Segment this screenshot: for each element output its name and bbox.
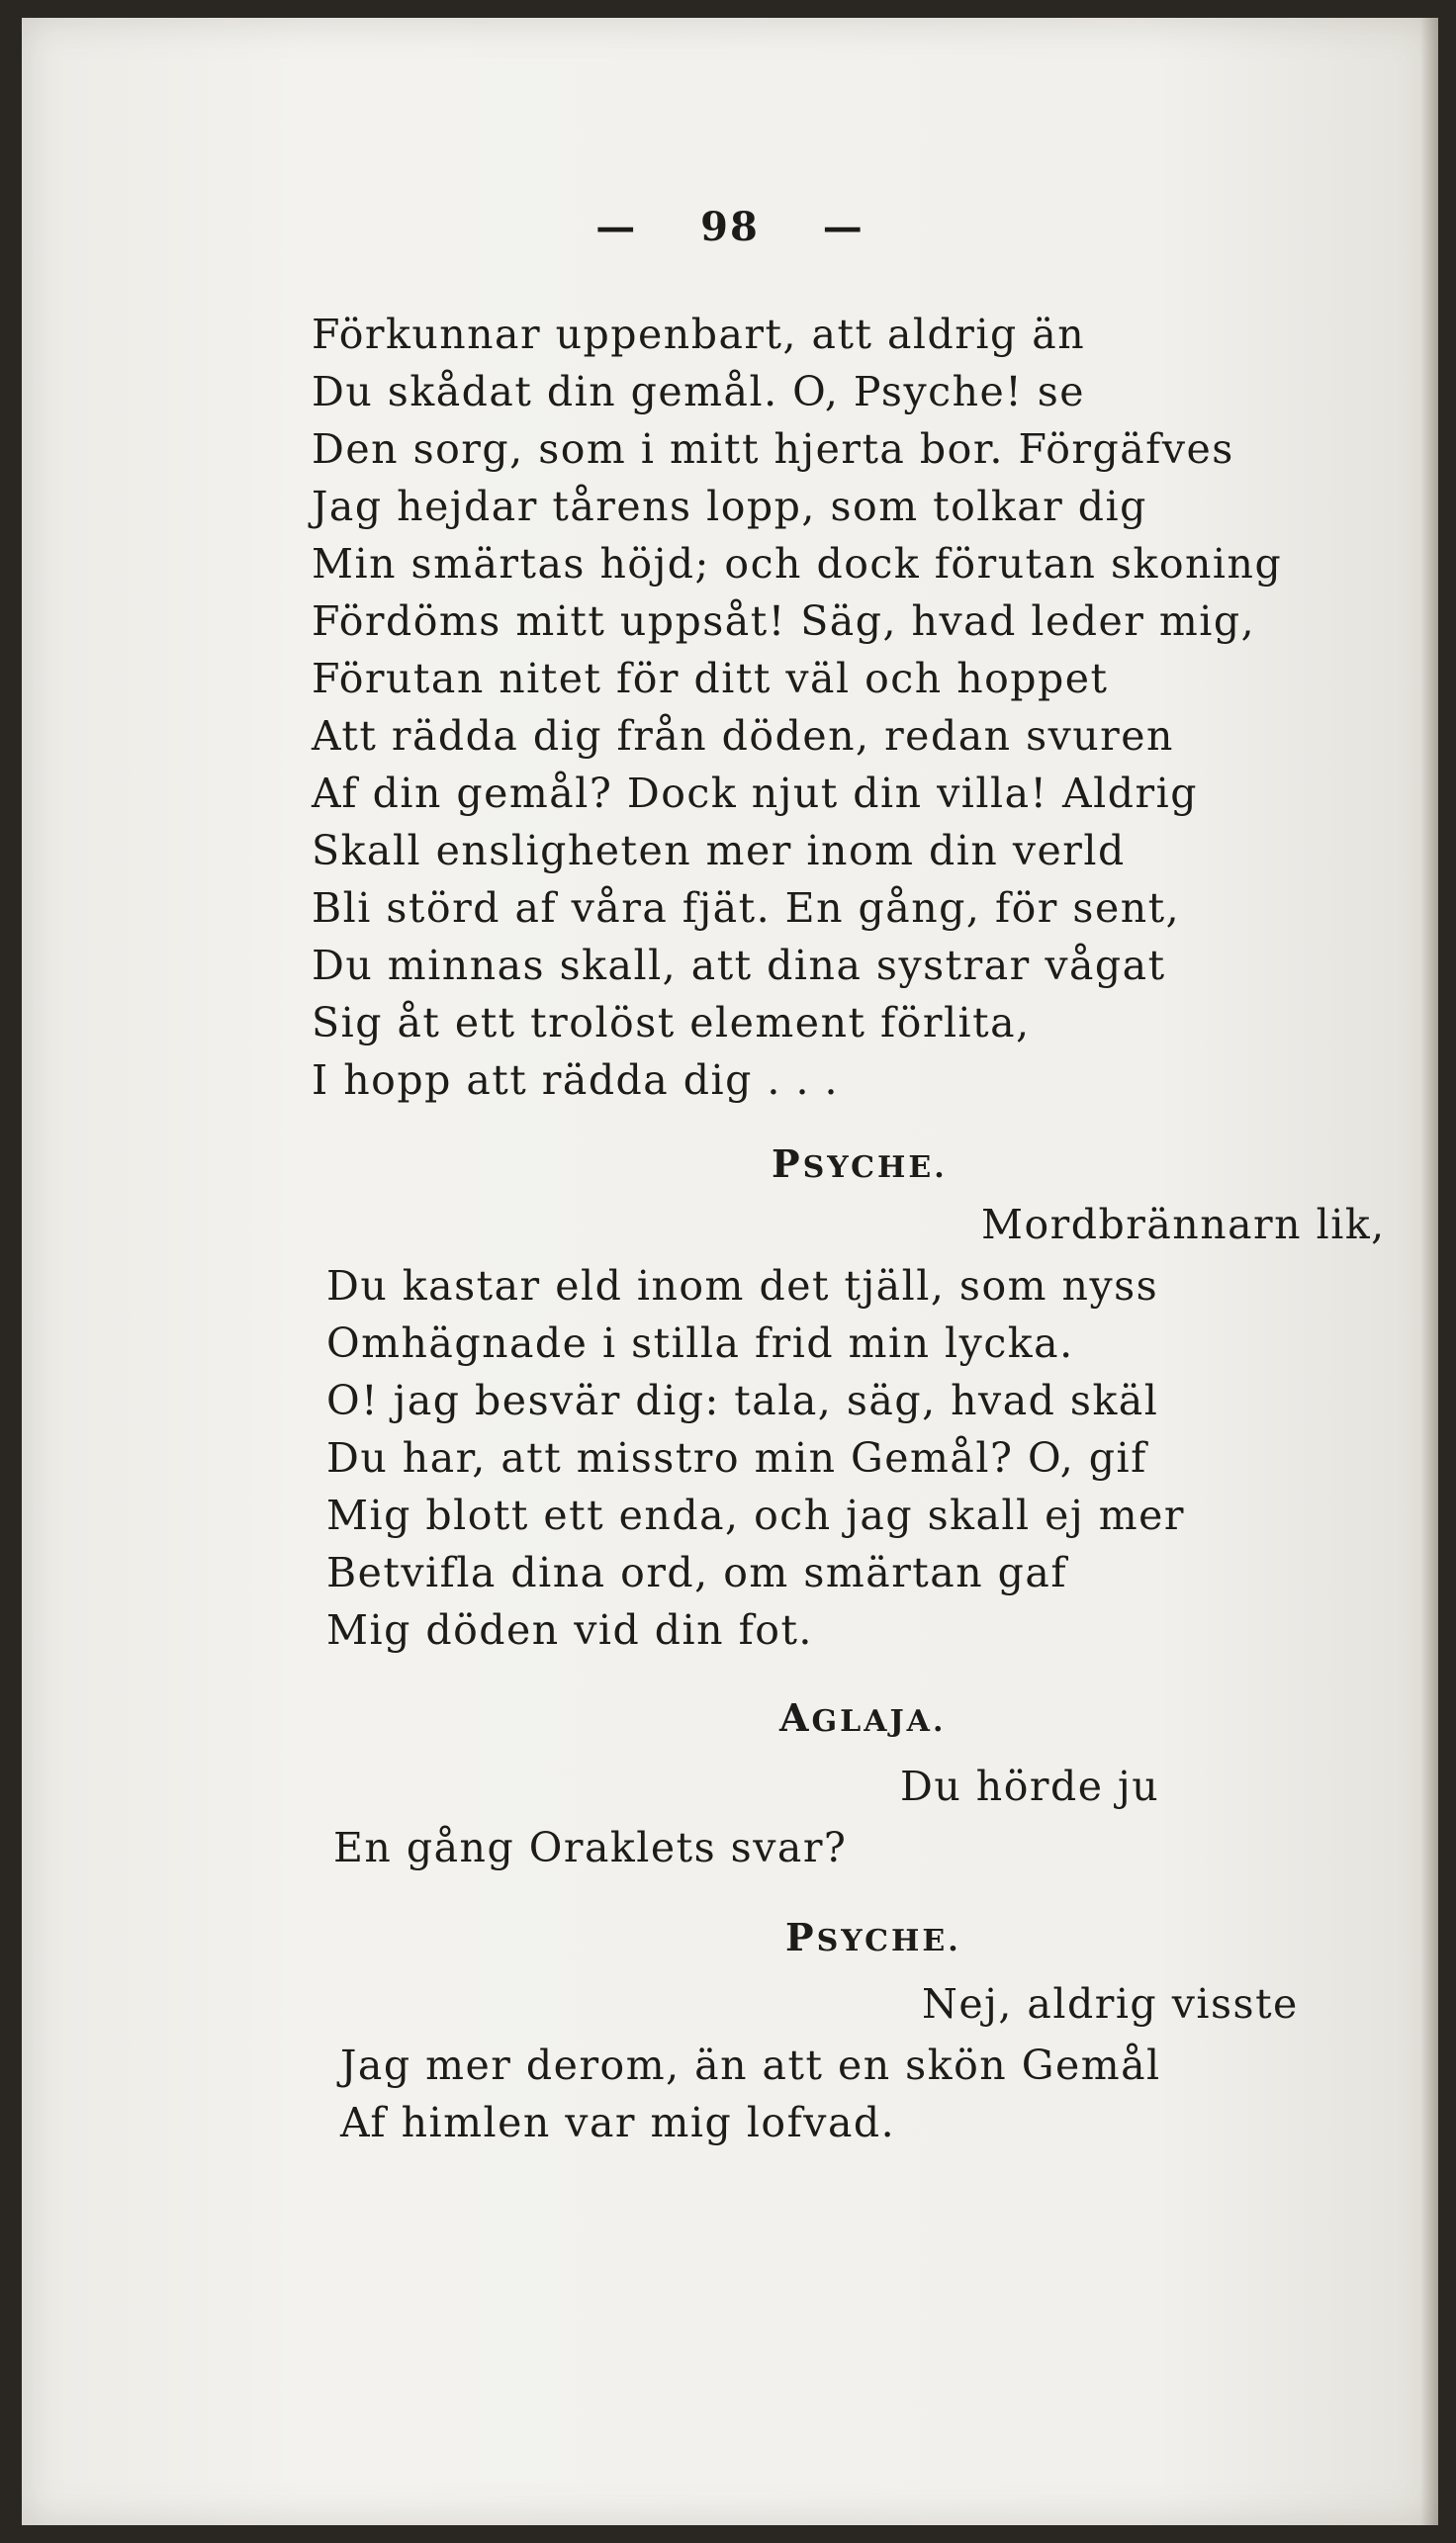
verse-line: Min smärtas höjd; och dock förutan skoning [312,540,1283,588]
verse-line: I hopp att rädda dig . . . [312,1056,840,1104]
verse-line: Mordbrännarn lik, [981,1201,1386,1248]
verse-line: Förutan nitet för ditt väl och hoppet [312,655,1109,702]
verse-line: Du hörde ju [900,1763,1160,1810]
speaker-name [785,1915,961,1959]
header-dash-left: — [595,204,638,250]
speaker-rest: SYCHE. [802,1150,948,1185]
verse-line: Du skådat din gemål. O, Psyche! se [312,368,1086,415]
verse-line: Förkunnar uppenbart, att aldrig än [312,311,1086,358]
speaker-initial: P [772,1141,803,1186]
page-header [22,204,1438,250]
verse-line: Sig åt ett trolöst element förlita, [312,999,1031,1046]
verse-line: Nej, aldrig visste [922,1980,1299,2028]
speaker-initial: P [785,1915,817,1959]
speaker-name [772,1141,948,1186]
speaker-rest: SYCHE. [816,1924,961,1958]
book-page [22,18,1438,2525]
verse-line: Jag hejdar tårens lopp, som tolkar dig [312,483,1147,530]
verse-line: Betvifla dina ord, om smärtan gaf [326,1549,1068,1596]
verse-line: Af himlen var mig lofvad. [340,2099,896,2146]
speaker-rest: GLAJA. [811,1704,947,1739]
verse-line: O! jag besvär dig: tala, säg, hvad skäl [326,1377,1159,1424]
speaker-name [779,1695,947,1740]
verse-line: Du minnas skall, att dina systrar vågat [312,942,1166,989]
verse-line: En gång Oraklets svar? [333,1824,848,1871]
verse-line: Fördöms mitt uppsåt! Säg, hvad leder mig, [312,597,1256,645]
page-edge-shadow [1420,18,1438,2525]
verse-line: Omhägnade i stilla frid min lycka. [326,1319,1074,1367]
speaker-initial: A [779,1695,812,1740]
verse-line: Mig blott ett enda, och jag skall ej mer [326,1492,1185,1539]
verse-line: Den sorg, som i mitt hjerta bor. Förgäfves [312,425,1234,473]
page-number: 98 [700,204,760,250]
verse-line: Att rädda dig från döden, redan svuren [312,712,1174,760]
verse-line: Du kastar eld inom det tjäll, som nyss [326,1262,1159,1310]
verse-line: Bli störd af våra fjät. En gång, för sent, [312,884,1181,932]
verse-line: Mig döden vid din fot. [326,1606,813,1654]
header-dash-right: — [822,204,864,250]
verse-line: Jag mer derom, än att en skön Gemål [340,2042,1161,2089]
verse-line: Du har, att misstro min Gemål? O, gif [326,1434,1147,1482]
verse-line: Skall ensligheten mer inom din verld [312,827,1126,874]
verse-line: Af din gemål? Dock njut din villa! Aldrig [312,770,1198,817]
